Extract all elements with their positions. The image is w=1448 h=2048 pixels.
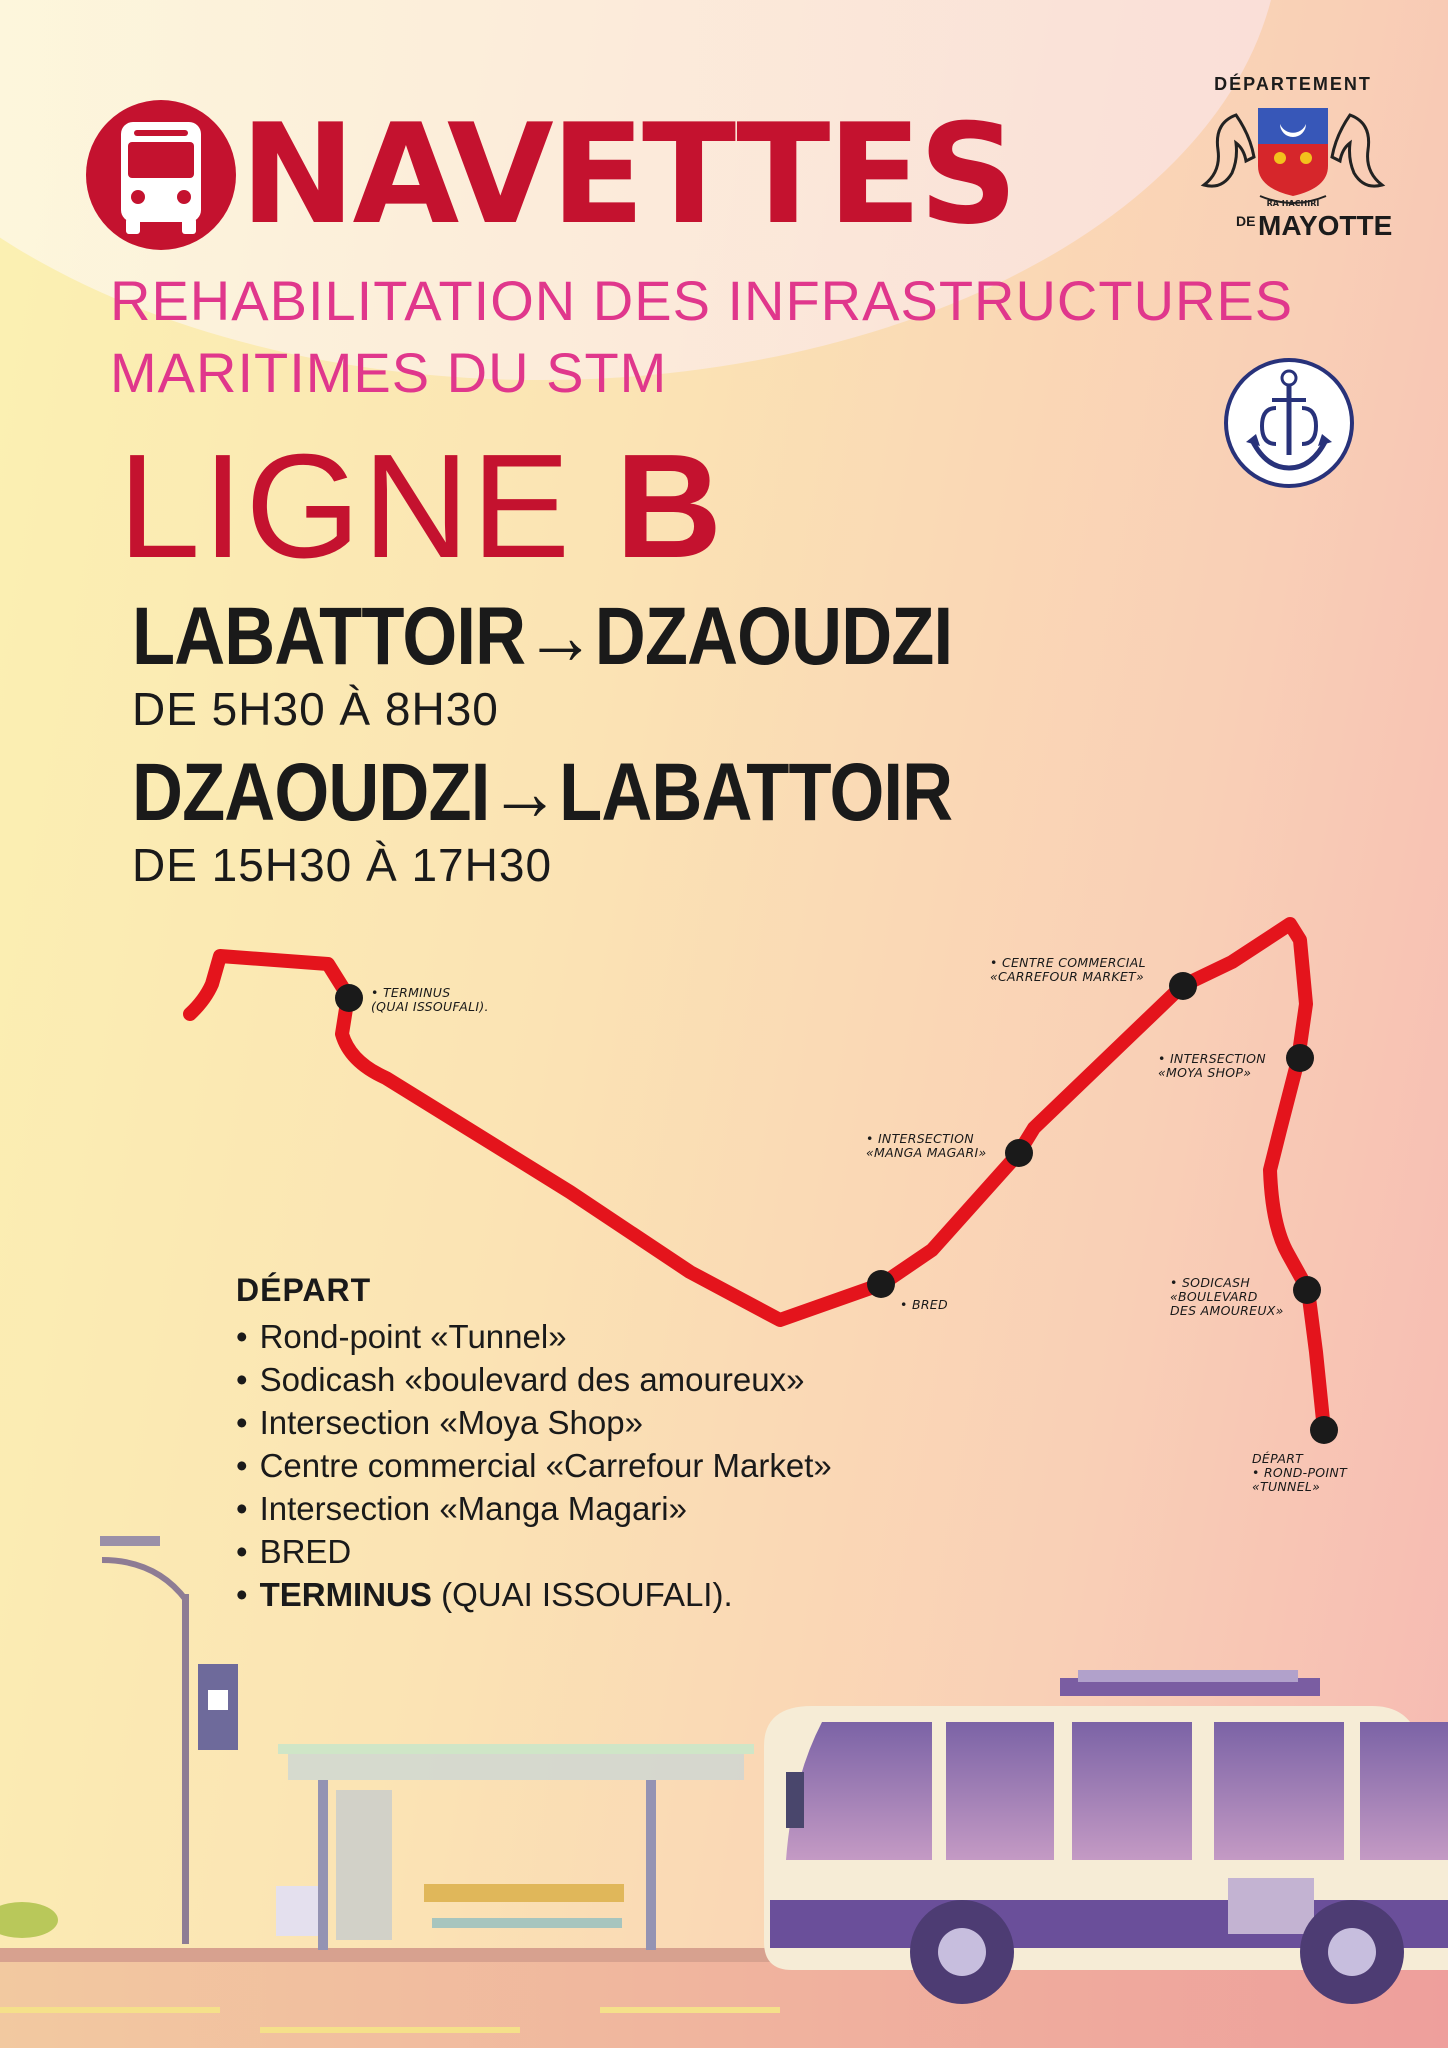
- shelter-bench: [424, 1884, 624, 1902]
- stop-dot-carrefour: [1169, 972, 1197, 1000]
- route-afternoon: DZAOUDZI→LABATTOIR: [132, 747, 953, 838]
- department-de: DE: [1236, 213, 1256, 229]
- list-item: • Sodicash «boulevard des amoureux»: [236, 1358, 832, 1401]
- list-item: • Intersection «Moya Shop»: [236, 1401, 832, 1444]
- svg-text:RA HACHIRI: RA HACHIRI: [1266, 199, 1320, 208]
- stop-dot-depart: [1310, 1416, 1338, 1444]
- stop-dot-sodicash: [1293, 1276, 1321, 1304]
- subtitle-line-1: REHABILITATION DES INFRASTRUCTURES: [110, 269, 1294, 332]
- route-morning: LABATTOIR→DZAOUDZI: [132, 591, 953, 682]
- bush: [0, 1902, 58, 1938]
- stops-heading: DÉPART: [236, 1272, 372, 1308]
- department-mayotte: MAYOTTE: [1258, 210, 1393, 241]
- map-label-bred: • BRED: [900, 1297, 948, 1312]
- poster-title: NAVETTES: [240, 94, 1016, 255]
- map-label-moya: • INTERSECTION «MOYA SHOP»: [1158, 1051, 1266, 1080]
- trash-bin: [276, 1886, 318, 1936]
- list-item: • Centre commercial «Carrefour Market»: [236, 1444, 832, 1487]
- line-prefix: LIGNE: [118, 424, 573, 589]
- list-item: • BRED: [236, 1530, 832, 1573]
- stop-dot-bred: [867, 1270, 895, 1298]
- map-label-carrefour: • CENTRE COMMERCIAL «CARREFOUR MARKET»: [990, 955, 1146, 984]
- hours-morning: DE 5H30 À 8H30: [132, 683, 499, 735]
- map-label-sodicash: • SODICASH «BOULEVARD DES AMOUREUX»: [1170, 1275, 1284, 1318]
- street-lamp: [182, 1594, 189, 1944]
- bus-stop-illustration: [0, 1520, 1448, 2048]
- line-letter: B: [615, 424, 725, 589]
- hours-afternoon: DE 15H30 À 17H30: [132, 839, 553, 891]
- list-item: • Intersection «Manga Magari»: [236, 1487, 832, 1530]
- stop-dot-terminus: [335, 984, 363, 1012]
- list-item: • Rond-point «Tunnel»: [236, 1315, 832, 1358]
- stop-dot-moya: [1286, 1044, 1314, 1072]
- map-label-depart: DÉPART • ROND-POINT «TUNNEL»: [1252, 1451, 1348, 1494]
- list-item-terminus: • TERMINUS (QUAI ISSOUFALI).: [236, 1573, 832, 1616]
- subtitle-line-2: MARITIMES DU STM: [110, 341, 668, 404]
- shelter-roof: [278, 1744, 754, 1754]
- map-label-terminus: • TERMINUS (QUAI ISSOUFALI).: [371, 985, 489, 1014]
- map-label-manga: • INTERSECTION «MANGA MAGARI»: [866, 1131, 987, 1160]
- department-label: DÉPARTEMENT: [1214, 74, 1372, 94]
- stop-dot-manga: [1005, 1139, 1033, 1167]
